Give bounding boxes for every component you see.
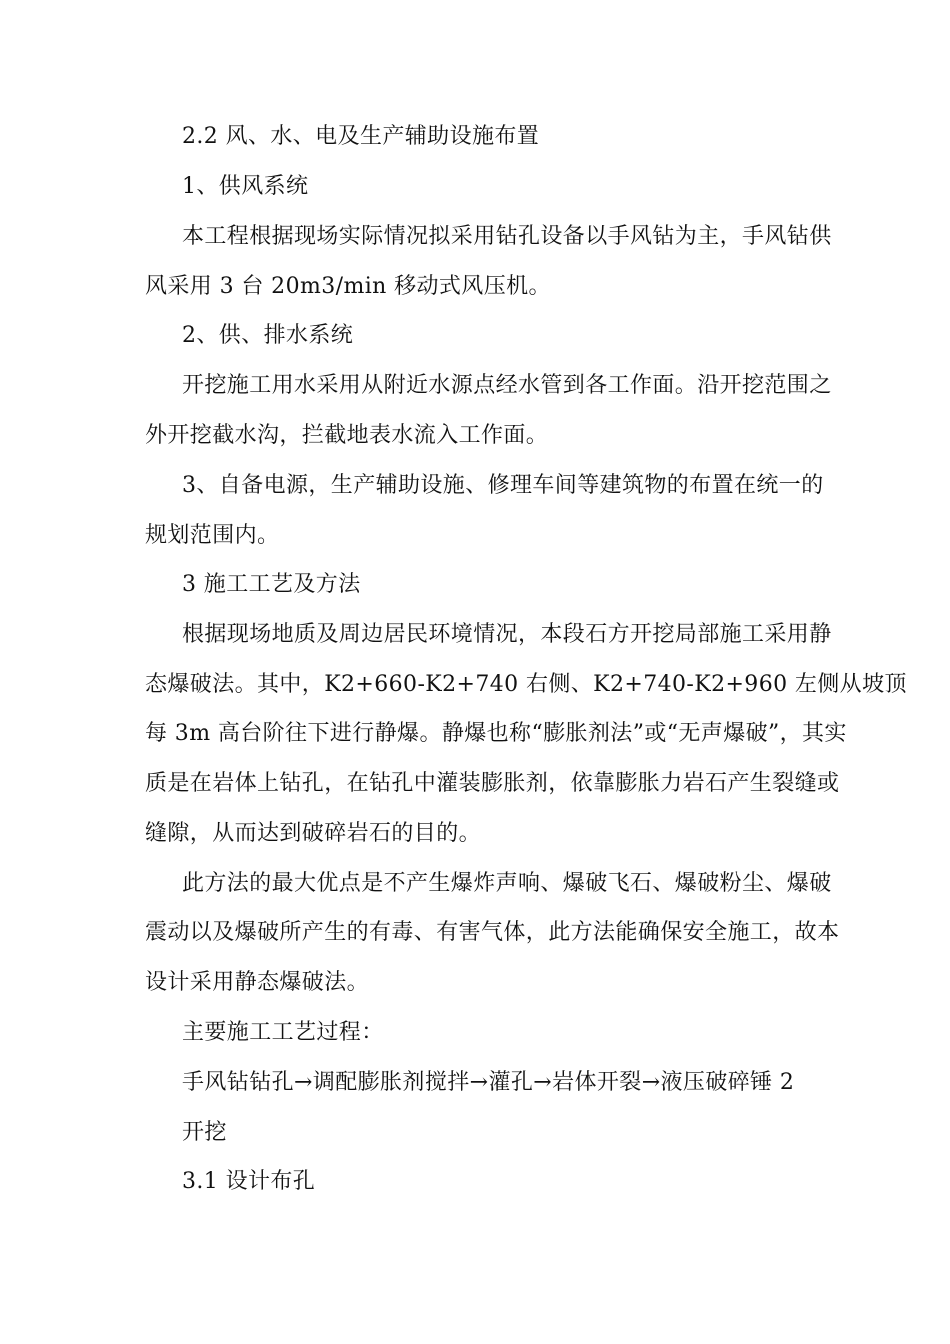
paragraph-line: 每 3m 高台阶往下进行静爆。静爆也称“膨胀剂法”或“无声爆破”，其实 [145,721,847,746]
subheading-air-supply: 1、供风系统 [182,174,309,199]
paragraph-line: 态爆破法。其中，K2+660-K2+740 右侧、K2+740-K2+960 左侧从坡顶 [145,672,907,697]
paragraph-line: 外开挖截水沟，拦截地表水流入工作面。 [145,423,549,448]
paragraph-line: 质是在岩体上钻孔，在钻孔中灌装膨胀剂，依靠膨胀力岩石产生裂缝或 [145,771,840,796]
paragraph-line: 规划范围内。 [145,523,280,548]
paragraph-line: 3、自备电源，生产辅助设施、修理车间等建筑物的布置在统一的 [182,473,824,498]
section-heading-3: 3 施工工艺及方法 [182,572,361,597]
paragraph-line: 开挖施工用水采用从附近水源点经水管到各工作面。沿开挖范围之 [182,373,832,398]
section-heading-2-2: 2.2 风、水、电及生产辅助设施布置 [182,124,540,149]
process-flow: 手风钻钻孔→调配膨胀剂搅拌→灌孔→岩体开裂→液压破碎锤 2 [182,1070,795,1095]
process-flow-continued: 开挖 [182,1120,227,1145]
paragraph-line: 缝隙，从而达到破碎岩石的目的。 [145,821,482,846]
paragraph-line: 根据现场地质及周边居民环境情况，本段石方开挖局部施工采用静 [182,622,832,647]
subheading-water-system: 2、供、排水系统 [182,323,354,348]
paragraph-line: 设计采用静态爆破法。 [145,970,370,995]
paragraph-line: 本工程根据现场实际情况拟采用钻孔设备以手风钻为主，手风钻供 [182,224,832,249]
paragraph-line: 震动以及爆破所产生的有毒、有害气体，此方法能确保安全施工，故本 [145,920,840,945]
section-heading-3-1: 3.1 设计布孔 [182,1169,316,1194]
process-heading: 主要施工工艺过程： [182,1020,384,1045]
paragraph-line: 此方法的最大优点是不产生爆炸声响、爆破飞石、爆破粉尘、爆破 [182,871,832,896]
paragraph-line: 风采用 3 台 20m3/min 移动式风压机。 [145,274,551,299]
